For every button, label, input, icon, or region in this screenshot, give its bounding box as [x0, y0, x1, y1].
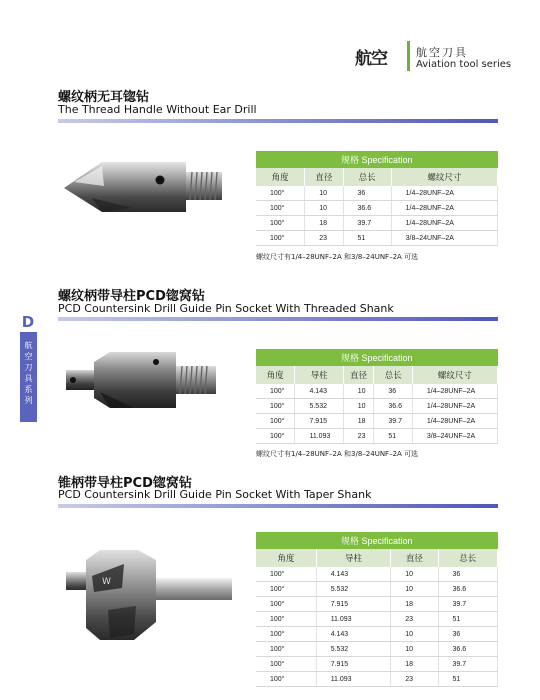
table-cell: 36.6 — [374, 399, 412, 414]
header-title-en: Aviation tool series — [416, 59, 512, 70]
col-header: 角度 — [256, 168, 305, 186]
table-cell: 100° — [256, 657, 316, 672]
table-row — [256, 612, 498, 627]
header-title-cn: 航空刀具 — [416, 46, 468, 59]
table-cell: 100° — [256, 186, 305, 201]
table-cell: 36 — [438, 567, 497, 582]
table-cell: 5.532 — [316, 642, 391, 657]
table-cell: 100° — [256, 216, 305, 231]
table-cell: 11.093 — [316, 612, 391, 627]
table-cell: 11.093 — [316, 672, 391, 687]
table-cell: 36 — [438, 627, 497, 642]
table-cell: 10 — [391, 567, 438, 582]
table-cell: 51 — [438, 672, 497, 687]
table-cell: 23 — [391, 672, 438, 687]
table-cell: 51 — [374, 429, 412, 444]
spec-table-3 — [256, 532, 498, 687]
table-cell: 100° — [256, 429, 295, 444]
section-1-note: 螺纹尺寸有1/4–28UNF–2A 和3/8–24UNF–2A 可选 — [256, 253, 419, 261]
table-cell: 1/4–28UNF–2A — [412, 399, 497, 414]
section-2-rule — [58, 317, 498, 321]
table-cell: 23 — [391, 612, 438, 627]
table-cell: 18 — [391, 657, 438, 672]
table-cell: 23 — [343, 429, 374, 444]
table-cell: 10 — [343, 384, 374, 399]
table-cell: 100° — [256, 384, 295, 399]
table-cell: 7.915 — [316, 597, 391, 612]
section-3-title-en: PCD Countersink Drill Guide Pin Socket With Taper Shank — [58, 488, 372, 501]
table-cell: 10 — [305, 201, 343, 216]
table-cell: 7.915 — [295, 414, 343, 429]
table-row — [256, 657, 498, 672]
spec-header: 规格 Specification — [256, 532, 498, 549]
table-cell: 51 — [343, 231, 391, 246]
thread-handle-drill-image — [62, 158, 232, 216]
table-cell: 36.6 — [438, 642, 497, 657]
col-header: 直径 — [391, 549, 438, 567]
col-header: 导柱 — [295, 366, 343, 384]
col-header: 总长 — [438, 549, 497, 567]
table-cell: 5.532 — [295, 399, 343, 414]
brand-logo: 航空 — [355, 49, 387, 69]
table-cell: 100° — [256, 414, 295, 429]
section-3-rule — [58, 504, 498, 508]
col-header: 直径 — [305, 168, 343, 186]
table-cell: 11.093 — [295, 429, 343, 444]
table-row — [256, 186, 498, 201]
table-cell: 18 — [305, 216, 343, 231]
spec-header: 规格 Specification — [256, 349, 498, 366]
col-header: 角度 — [256, 366, 295, 384]
spec-table-2 — [256, 349, 498, 444]
table-cell: 23 — [305, 231, 343, 246]
table-cell: 39.7 — [343, 216, 391, 231]
table-cell: 1/4–28UNF–2A — [391, 186, 497, 201]
table-cell: 7.915 — [316, 657, 391, 672]
table-cell: 1/4–28UNF–2A — [391, 216, 497, 231]
table-cell: 18 — [343, 414, 374, 429]
taper-shank-pcd-drill-image — [64, 548, 236, 644]
table-cell: 39.7 — [438, 657, 497, 672]
col-header: 角度 — [256, 549, 316, 567]
table-row — [256, 201, 498, 216]
spec-table-1 — [256, 151, 498, 246]
section-1-title-cn: 螺纹柄无耳锪钻 — [58, 90, 150, 105]
table-row — [256, 399, 498, 414]
table-cell: 51 — [438, 612, 497, 627]
col-header: 直径 — [343, 366, 374, 384]
table-cell: 36 — [343, 186, 391, 201]
table-cell: 4.143 — [316, 627, 391, 642]
threaded-shank-pcd-drill-image — [64, 348, 224, 412]
table-cell: 10 — [391, 627, 438, 642]
table-cell: 10 — [391, 642, 438, 657]
table-cell: 39.7 — [374, 414, 412, 429]
table-row — [256, 627, 498, 642]
table-cell: 3/8–24UNF–2A — [412, 429, 497, 444]
col-header: 总长 — [374, 366, 412, 384]
table-row — [256, 231, 498, 246]
table-cell: 100° — [256, 627, 316, 642]
table-row — [256, 582, 498, 597]
table-cell: 100° — [256, 399, 295, 414]
spec-header: 规格 Specification — [256, 151, 498, 168]
table-cell: 100° — [256, 231, 305, 246]
table-cell: 100° — [256, 642, 316, 657]
table-cell: 1/4–28UNF–2A — [412, 414, 497, 429]
table-cell: 100° — [256, 597, 316, 612]
table-row — [256, 672, 498, 687]
table-cell: 36 — [374, 384, 412, 399]
table-cell: 1/4–28UNF–2A — [391, 201, 497, 216]
section-2-title-cn: 螺纹柄带导柱PCD锪窝钻 — [58, 289, 205, 304]
table-cell: 39.7 — [438, 597, 497, 612]
side-tab-letter: D — [18, 312, 38, 332]
table-cell: 1/4–28UNF–2A — [412, 384, 497, 399]
table-cell: 100° — [256, 672, 316, 687]
table-row — [256, 567, 498, 582]
table-row — [256, 429, 498, 444]
table-cell: 10 — [305, 186, 343, 201]
section-1-title-en: The Thread Handle Without Ear Drill — [58, 103, 257, 116]
table-cell: 10 — [343, 399, 374, 414]
col-header: 总长 — [343, 168, 391, 186]
section-2-title-en: PCD Countersink Drill Guide Pin Socket With Threaded Shank — [58, 302, 394, 315]
table-row — [256, 642, 498, 657]
table-cell: 100° — [256, 582, 316, 597]
table-cell: 5.532 — [316, 582, 391, 597]
header-divider — [407, 41, 410, 71]
table-row — [256, 414, 498, 429]
table-cell: 36.6 — [438, 582, 497, 597]
table-cell: 100° — [256, 201, 305, 216]
table-cell: 4.143 — [295, 384, 343, 399]
table-row — [256, 216, 498, 231]
col-header: 螺纹尺寸 — [412, 366, 497, 384]
table-cell: 3/8–24UNF–2A — [391, 231, 497, 246]
section-2-note: 螺纹尺寸有1/4–28UNF–2A 和3/8–24UNF–2A 可选 — [256, 450, 419, 458]
table-row — [256, 384, 498, 399]
table-cell: 100° — [256, 567, 316, 582]
svg-text:W: W — [102, 577, 111, 587]
section-1-rule — [58, 119, 498, 123]
table-cell: 4.143 — [316, 567, 391, 582]
side-tab-text: 航空刀具系列 — [24, 341, 33, 405]
col-header: 螺纹尺寸 — [391, 168, 497, 186]
col-header: 导柱 — [316, 549, 391, 567]
table-cell: 18 — [391, 597, 438, 612]
table-cell: 36.6 — [343, 201, 391, 216]
table-cell: 100° — [256, 612, 316, 627]
section-3-title-cn: 锥柄带导柱PCD锪窝钻 — [58, 476, 192, 491]
table-row — [256, 597, 498, 612]
table-cell: 10 — [391, 582, 438, 597]
